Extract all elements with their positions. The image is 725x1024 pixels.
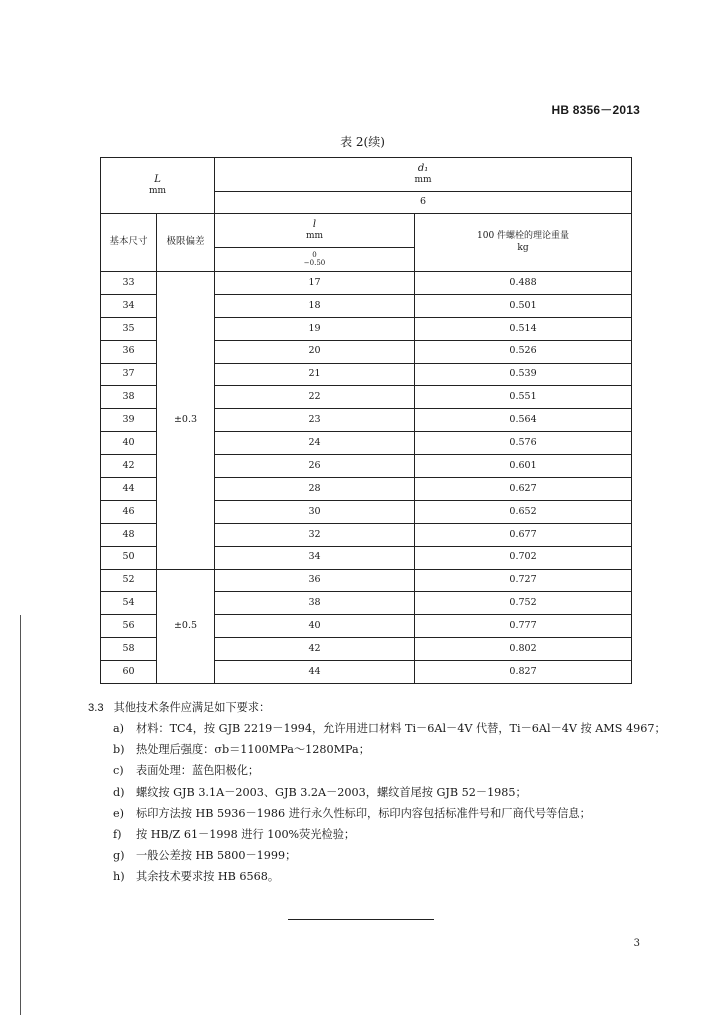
end-rule [288, 919, 434, 920]
requirement-item [88, 845, 648, 866]
basic-size-cell: 33 [101, 272, 157, 295]
basic-size-cell: 34 [101, 294, 157, 317]
weight-cell: 0.627 [415, 478, 632, 501]
grip-length-cell: 32 [215, 523, 415, 546]
basic-size-header: 基本尺寸 [101, 214, 157, 272]
weight-cell: 0.702 [415, 546, 632, 569]
basic-size-cell: 48 [101, 523, 157, 546]
grip-length-cell: 19 [215, 317, 415, 340]
requirements-list [88, 718, 666, 888]
requirement-item [88, 739, 648, 760]
item-marker: g) [113, 849, 125, 863]
item-text: 其余技术要求按 HB 6568。 [136, 870, 280, 884]
basic-size-cell: 37 [101, 363, 157, 386]
basic-size-cell: 60 [101, 661, 157, 684]
item-text: 表面处理：蓝色阳极化； [136, 764, 260, 778]
basic-size-cell: 35 [101, 317, 157, 340]
grip-length-cell: 22 [215, 386, 415, 409]
diameter-symbol: d₁ [417, 163, 429, 175]
requirement-item [88, 803, 648, 824]
grip-length-cell: 24 [215, 432, 415, 455]
item-text: 一般公差按 HB 5800－1999； [136, 849, 297, 863]
limit-deviation-cell: ±0.5 [157, 569, 215, 683]
basic-size-cell: 52 [101, 569, 157, 592]
item-marker: h) [113, 870, 125, 884]
document-code: HB 8356－2013 [551, 103, 640, 117]
weight-cell: 0.727 [415, 569, 632, 592]
grip-length-cell: 42 [215, 638, 415, 661]
grip-length-cell: 34 [215, 546, 415, 569]
weight-cell: 0.777 [415, 615, 632, 638]
section-number: 3.3 [88, 702, 104, 714]
weight-cell: 0.802 [415, 638, 632, 661]
item-text: 标印方法按 HB 5936－1986 进行永久性标印，标印内容包括标准件号和厂商代号等信息； [136, 806, 591, 820]
weight-cell: 0.539 [415, 363, 632, 386]
requirement-item [88, 760, 648, 781]
length-unit: mm [148, 186, 167, 197]
grip-length-symbol: l [312, 219, 317, 231]
grip-length-cell: 18 [215, 294, 415, 317]
weight-cell: 0.564 [415, 409, 632, 432]
basic-size-cell: 54 [101, 592, 157, 615]
length-header-cell [101, 158, 215, 214]
technical-requirements [88, 697, 666, 888]
grip-length-header-cell [215, 214, 415, 248]
basic-size-cell: 38 [101, 386, 157, 409]
grip-length-cell: 36 [215, 569, 415, 592]
length-symbol: L [154, 174, 161, 186]
requirement-item [88, 866, 648, 887]
basic-size-cell: 36 [101, 340, 157, 363]
tolerance-upper: 0 [312, 250, 317, 259]
item-marker: f) [113, 827, 122, 841]
grip-length-tolerance-cell [215, 248, 415, 272]
grip-length-cell: 21 [215, 363, 415, 386]
weight-cell: 0.677 [415, 523, 632, 546]
grip-length-cell: 17 [215, 272, 415, 295]
grip-length-cell: 38 [215, 592, 415, 615]
grip-length-cell: 23 [215, 409, 415, 432]
basic-size-cell: 58 [101, 638, 157, 661]
requirement-item [88, 824, 648, 845]
grip-length-cell: 26 [215, 455, 415, 478]
basic-size-cell: 50 [101, 546, 157, 569]
grip-length-cell: 28 [215, 478, 415, 501]
weight-cell: 0.488 [415, 272, 632, 295]
grip-length-cell: 40 [215, 615, 415, 638]
item-text: 热处理后强度：σb＝1100MPa～1280MPa； [136, 743, 370, 757]
basic-size-cell: 39 [101, 409, 157, 432]
item-marker: e) [113, 806, 124, 820]
basic-size-cell: 40 [101, 432, 157, 455]
weight-unit: kg [517, 242, 529, 253]
item-marker: a) [113, 722, 125, 735]
section-heading [88, 697, 648, 718]
diameter-unit: mm [414, 175, 432, 186]
basic-size-cell: 44 [101, 478, 157, 501]
weight-cell: 0.576 [415, 432, 632, 455]
section-title: 其他技术条件应满足如下要求： [113, 701, 271, 714]
item-marker: b) [113, 743, 125, 757]
item-marker: c) [113, 764, 124, 778]
bolt-weight-table [100, 157, 632, 684]
item-text: 按 HB/Z 61－1998 进行 100%荧光检验； [136, 827, 356, 841]
weight-cell: 0.652 [415, 500, 632, 523]
table-row [101, 569, 632, 592]
weight-cell: 0.501 [415, 294, 632, 317]
basic-size-cell: 46 [101, 500, 157, 523]
basic-size-cell: 56 [101, 615, 157, 638]
grip-length-cell: 44 [215, 661, 415, 684]
basic-size-cell: 42 [101, 455, 157, 478]
table-row [101, 272, 632, 295]
limit-deviation-cell: ±0.3 [157, 272, 215, 570]
table-caption: 表 2(续) [340, 135, 385, 149]
grip-length-unit: mm [305, 231, 324, 242]
diameter-value-cell: 6 [215, 192, 632, 214]
tolerance-lower: −0.50 [303, 258, 326, 267]
requirement-item [88, 718, 666, 739]
weight-cell: 0.827 [415, 661, 632, 684]
page-number: 3 [633, 938, 640, 949]
weight-title: 100 件螺栓的理论重量 [477, 230, 570, 241]
diameter-header-cell [215, 158, 632, 192]
binding-margin-line [20, 615, 21, 1015]
item-text: 螺纹按 GJB 3.1A－2003、GJB 3.2A－2003，螺纹首尾按 GJB 52－1985； [136, 785, 527, 799]
limit-deviation-header: 极限偏差 [157, 214, 215, 272]
item-text: 材料：TC4，按 GJB 2219－1994，允许用进口材料 Ti－6Al－4V 代替，Ti－6Al－4V 按 AMS 4967； [136, 722, 666, 735]
grip-length-cell: 30 [215, 500, 415, 523]
requirement-item [88, 782, 648, 803]
weight-cell: 0.514 [415, 317, 632, 340]
item-marker: d) [113, 785, 125, 799]
weight-cell: 0.551 [415, 386, 632, 409]
grip-length-cell: 20 [215, 340, 415, 363]
weight-cell: 0.601 [415, 455, 632, 478]
weight-cell: 0.526 [415, 340, 632, 363]
weight-header-cell [415, 214, 632, 272]
weight-cell: 0.752 [415, 592, 632, 615]
